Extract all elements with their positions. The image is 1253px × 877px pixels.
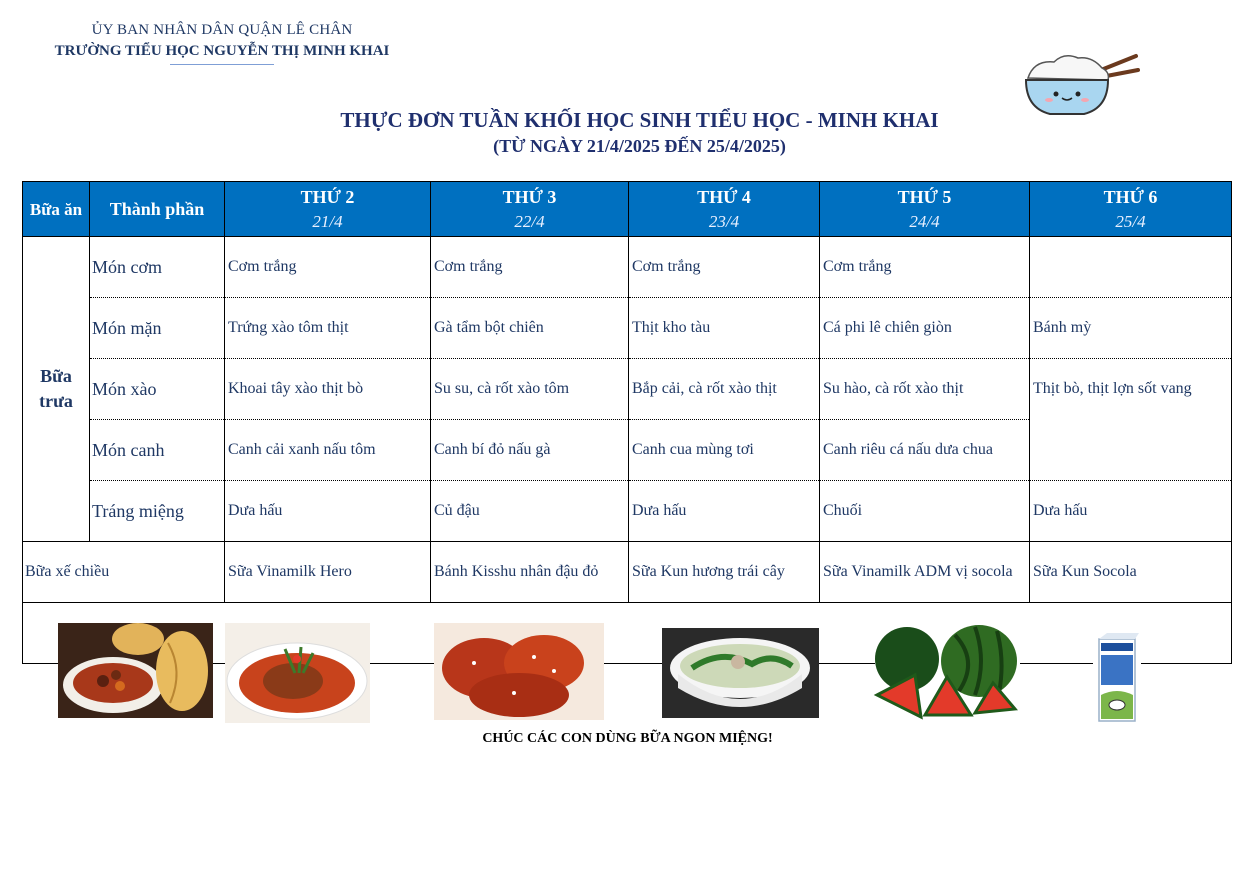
food-photos-cell xyxy=(23,603,1232,746)
component-main: Món mặn xyxy=(90,298,225,359)
vegetable-soup-image xyxy=(662,628,819,718)
menu-cell: Củ đậu xyxy=(431,481,629,542)
header-day-4: THỨ 5 24/4 xyxy=(820,182,1030,237)
food-photos-row xyxy=(23,603,1232,664)
table-row xyxy=(23,359,1232,420)
menu-cell: Dưa hấu xyxy=(1030,481,1232,542)
table-row xyxy=(23,481,1232,542)
menu-cell: Cơm trắng xyxy=(225,237,431,298)
header-day-5: THỨ 6 25/4 xyxy=(1030,182,1232,237)
menu-cell: Thịt bò, thịt lợn sốt vang xyxy=(1030,359,1232,481)
menu-cell: Dưa hấu xyxy=(629,481,820,542)
header-day-2: THỨ 3 22/4 xyxy=(431,182,629,237)
menu-cell: Canh cải xanh nấu tôm xyxy=(225,420,431,481)
menu-cell: Bánh Kisshu nhân đậu đỏ xyxy=(431,542,629,603)
menu-cell: Chuối xyxy=(820,481,1030,542)
menu-cell: Sữa Vinamilk Hero xyxy=(225,542,431,603)
date-range: (TỪ NGÀY 21/4/2025 ĐẾN 25/4/2025) xyxy=(493,136,786,156)
menu-cell: Sữa Kun hương trái cây xyxy=(629,542,820,603)
greeting-message: CHÚC CÁC CON DÙNG BỮA NGON MIỆNG! xyxy=(482,731,773,746)
menu-cell: Cơm trắng xyxy=(820,237,1030,298)
menu-cell: Cá phi lê chiên giòn xyxy=(820,298,1030,359)
table-row xyxy=(23,237,1232,298)
weekly-menu-table xyxy=(22,181,1232,746)
menu-cell: Cơm trắng xyxy=(629,237,820,298)
menu-cell: Sữa Kun Socola xyxy=(1030,542,1232,603)
watermelon-image xyxy=(875,625,1020,723)
menu-cell: Bánh mỳ xyxy=(1030,298,1232,359)
menu-cell: Cơm trắng xyxy=(431,237,629,298)
beef-stew-bread-image xyxy=(58,623,213,718)
component-dessert: Tráng miệng xyxy=(90,481,225,542)
menu-cell: Dưa hấu xyxy=(225,481,431,542)
component-soup: Món canh xyxy=(90,420,225,481)
district-name: ỦY BAN NHÂN DÂN QUẬN LÊ CHÂN xyxy=(91,22,353,38)
braised-fish-image xyxy=(225,623,370,723)
milk-carton-image xyxy=(1093,631,1141,723)
menu-cell: Su hào, cà rốt xào thịt xyxy=(820,359,1030,420)
menu-cell: Su su, cà rốt xào tôm xyxy=(431,359,629,420)
menu-cell: Trứng xào tôm thịt xyxy=(225,298,431,359)
header-day-1: THỨ 2 21/4 xyxy=(225,182,431,237)
menu-cell: Khoai tây xào thịt bò xyxy=(225,359,431,420)
header-day-3: THỨ 4 23/4 xyxy=(629,182,820,237)
school-name: TRƯỜNG TIỂU HỌC NGUYỄN THỊ MINH KHAI xyxy=(54,43,390,59)
header-meal: Bữa ăn xyxy=(23,182,90,237)
lunch-label: Bữa trưa xyxy=(23,237,90,542)
menu-cell: Canh bí đỏ nấu gà xyxy=(431,420,629,481)
component-stirfry: Món xào xyxy=(90,359,225,420)
table-row xyxy=(23,298,1232,359)
school-header xyxy=(22,20,422,65)
table-header-row xyxy=(23,182,1232,237)
snack-label: Bữa xế chiều xyxy=(23,542,225,603)
table-row xyxy=(23,542,1232,603)
menu-title-block xyxy=(0,107,1253,159)
menu-cell: Canh riêu cá nấu dưa chua xyxy=(820,420,1030,481)
fried-chicken-image xyxy=(434,623,604,720)
menu-cell: Gà tẩm bột chiên xyxy=(431,298,629,359)
menu-cell xyxy=(1030,237,1232,298)
header-underline xyxy=(170,64,274,65)
menu-cell: Canh cua mùng tơi xyxy=(629,420,820,481)
menu-cell: Sữa Vinamilk ADM vị socola xyxy=(820,542,1030,603)
menu-cell: Thịt kho tàu xyxy=(629,298,820,359)
page-title: THỰC ĐƠN TUẦN KHỐI HỌC SINH TIỂU HỌC - MINH KHAI xyxy=(340,108,939,132)
menu-cell: Bắp cải, cà rốt xào thịt xyxy=(629,359,820,420)
component-rice: Món cơm xyxy=(90,237,225,298)
header-component: Thành phần xyxy=(90,182,225,237)
